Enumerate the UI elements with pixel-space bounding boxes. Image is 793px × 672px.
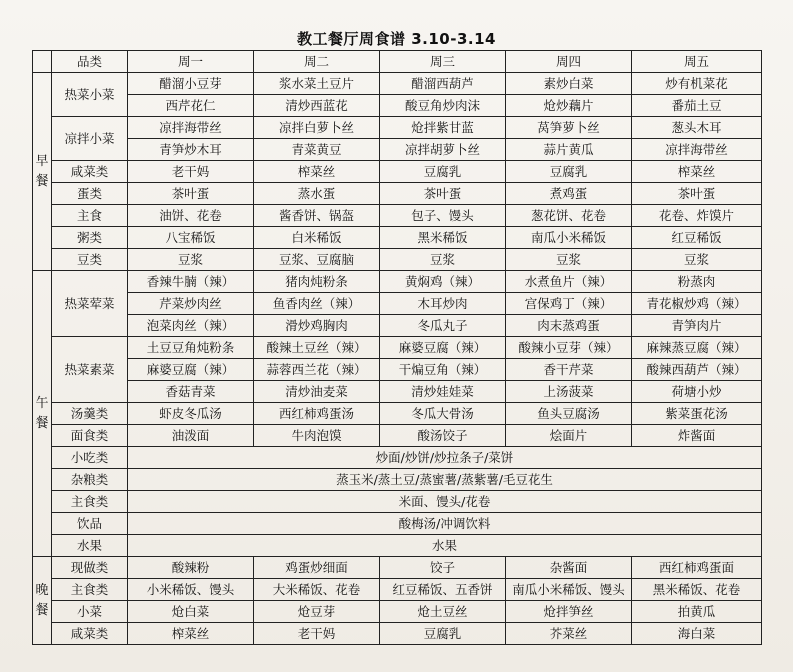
menu-cell-day-5: 番茄土豆 [632, 95, 762, 117]
table-row [33, 579, 762, 601]
menu-cell-day-1: 八宝稀饭 [128, 227, 254, 249]
menu-cell-day-3: 豆浆 [380, 249, 506, 271]
menu-cell-day-4: 酸辣小豆芽（辣） [506, 337, 632, 359]
menu-cell-day-3: 炝拌紫甘蓝 [380, 117, 506, 139]
menu-cell-day-3: 包子、馒头 [380, 205, 506, 227]
menu-cell-day-5: 青笋肉片 [632, 315, 762, 337]
menu-cell-day-1: 老干妈 [128, 161, 254, 183]
merged-cell: 酸梅汤/冲调饮料 [128, 513, 762, 535]
menu-cell-day-1: 土豆豆角炖粉条 [128, 337, 254, 359]
menu-cell-day-5: 青花椒炒鸡（辣） [632, 293, 762, 315]
menu-cell-day-2: 白米稀饭 [254, 227, 380, 249]
header-day-1: 周一 [128, 51, 254, 73]
menu-cell-day-1: 小米稀饭、馒头 [128, 579, 254, 601]
menu-cell-day-2: 炝豆芽 [254, 601, 380, 623]
table-row [33, 469, 762, 491]
weekly-menu-table [32, 50, 762, 645]
menu-cell-day-5: 花卷、炸馍片 [632, 205, 762, 227]
menu-cell-day-5: 荷塘小炒 [632, 381, 762, 403]
table-row [33, 183, 762, 205]
category-label: 豆类 [52, 249, 128, 271]
category-label: 面食类 [52, 425, 128, 447]
category-label: 现做类 [52, 557, 128, 579]
header-day-2: 周二 [254, 51, 380, 73]
table-row [33, 557, 762, 579]
header-day-3: 周三 [380, 51, 506, 73]
category-label: 蛋类 [52, 183, 128, 205]
table-row [33, 271, 762, 293]
menu-cell-day-2: 豆浆、豆腐脑 [254, 249, 380, 271]
menu-cell-day-2: 酱香饼、锅盔 [254, 205, 380, 227]
table-row [33, 205, 762, 227]
menu-cell-day-3: 冬瓜大骨汤 [380, 403, 506, 425]
category-label: 水果 [52, 535, 128, 557]
menu-cell-day-1: 炝白菜 [128, 601, 254, 623]
table-row [33, 403, 762, 425]
table-row [33, 381, 762, 403]
menu-cell-day-3: 豆腐乳 [380, 623, 506, 645]
table-row [33, 249, 762, 271]
menu-cell-day-3: 炝土豆丝 [380, 601, 506, 623]
menu-cell-day-2: 鸡蛋炒细面 [254, 557, 380, 579]
menu-cell-day-1: 豆浆 [128, 249, 254, 271]
menu-cell-day-3: 黑米稀饭 [380, 227, 506, 249]
table-row [33, 359, 762, 381]
menu-cell-day-2: 清炒油麦菜 [254, 381, 380, 403]
category-label: 饮品 [52, 513, 128, 535]
category-label: 主食 [52, 205, 128, 227]
menu-cell-day-5: 紫菜蛋花汤 [632, 403, 762, 425]
menu-cell-day-1: 香辣牛腩（辣） [128, 271, 254, 293]
menu-cell-day-1: 油饼、花卷 [128, 205, 254, 227]
menu-cell-day-2: 西红柿鸡蛋汤 [254, 403, 380, 425]
menu-cell-day-3: 木耳炒肉 [380, 293, 506, 315]
menu-cell-day-4: 芥菜丝 [506, 623, 632, 645]
menu-cell-day-5: 拍黄瓜 [632, 601, 762, 623]
table-row [33, 293, 762, 315]
table-row [33, 337, 762, 359]
header-row [33, 51, 762, 73]
menu-cell-day-4: 上汤菠菜 [506, 381, 632, 403]
merged-cell: 炒面/炒饼/炒拉条子/菜饼 [128, 447, 762, 469]
table-row [33, 623, 762, 645]
menu-cell-day-1: 茶叶蛋 [128, 183, 254, 205]
table-row [33, 513, 762, 535]
menu-cell-day-5: 葱头木耳 [632, 117, 762, 139]
menu-cell-day-4: 鱼头豆腐汤 [506, 403, 632, 425]
menu-cell-day-2: 凉拌白萝卜丝 [254, 117, 380, 139]
table-row [33, 95, 762, 117]
menu-cell-day-3: 豆腐乳 [380, 161, 506, 183]
menu-cell-day-4: 肉末蒸鸡蛋 [506, 315, 632, 337]
menu-cell-day-5: 西红柿鸡蛋面 [632, 557, 762, 579]
menu-cell-day-3: 凉拌胡萝卜丝 [380, 139, 506, 161]
menu-cell-day-5: 粉蒸肉 [632, 271, 762, 293]
menu-cell-day-3: 麻婆豆腐（辣） [380, 337, 506, 359]
menu-cell-day-5: 黑米稀饭、花卷 [632, 579, 762, 601]
header-day-4: 周四 [506, 51, 632, 73]
menu-cell-day-4: 烩面片 [506, 425, 632, 447]
page-title: 教工餐厅周食谱 3.10-3.14 [297, 30, 496, 48]
menu-cell-day-1: 香菇青菜 [128, 381, 254, 403]
category-label: 主食类 [52, 579, 128, 601]
header-category: 品类 [52, 51, 128, 73]
menu-cell-day-4: 宫保鸡丁（辣） [506, 293, 632, 315]
menu-cell-day-4: 蒜片黄瓜 [506, 139, 632, 161]
menu-cell-day-5: 炒有机菜花 [632, 73, 762, 95]
menu-cell-day-1: 榨菜丝 [128, 623, 254, 645]
category-label: 汤羹类 [52, 403, 128, 425]
table-row [33, 73, 762, 95]
menu-cell-day-2: 蒜蓉西兰花（辣） [254, 359, 380, 381]
category-label: 小吃类 [52, 447, 128, 469]
table-row [33, 139, 762, 161]
menu-cell-day-4: 南瓜小米稀饭 [506, 227, 632, 249]
menu-cell-day-2: 滑炒鸡胸肉 [254, 315, 380, 337]
menu-cell-day-4: 莴笋萝卜丝 [506, 117, 632, 139]
menu-cell-day-1: 油泼面 [128, 425, 254, 447]
header-day-5: 周五 [632, 51, 762, 73]
menu-cell-day-3: 醋溜西葫芦 [380, 73, 506, 95]
menu-cell-day-4: 水煮鱼片（辣） [506, 271, 632, 293]
menu-cell-day-3: 干煸豆角（辣） [380, 359, 506, 381]
menu-cell-day-2: 榨菜丝 [254, 161, 380, 183]
merged-cell: 水果 [128, 535, 762, 557]
table-row [33, 601, 762, 623]
menu-cell-day-1: 麻婆豆腐（辣） [128, 359, 254, 381]
menu-cell-day-2: 猪肉炖粉条 [254, 271, 380, 293]
menu-cell-day-4: 南瓜小米稀饭、馒头 [506, 579, 632, 601]
menu-cell-day-5: 海白菜 [632, 623, 762, 645]
category-label: 热菜荤菜 [52, 271, 128, 337]
menu-cell-day-5: 榨菜丝 [632, 161, 762, 183]
menu-cell-day-2: 青菜黄豆 [254, 139, 380, 161]
menu-cell-day-3: 黄焖鸡（辣） [380, 271, 506, 293]
table-row [33, 117, 762, 139]
table-row [33, 491, 762, 513]
menu-cell-day-5: 茶叶蛋 [632, 183, 762, 205]
menu-cell-day-5: 红豆稀饭 [632, 227, 762, 249]
menu-cell-day-2: 酸辣土豆丝（辣） [254, 337, 380, 359]
menu-cell-day-5: 酸辣西葫芦（辣） [632, 359, 762, 381]
category-label: 热菜小菜 [52, 73, 128, 117]
category-label: 小菜 [52, 601, 128, 623]
merged-cell: 米面、馒头/花卷 [128, 491, 762, 513]
menu-cell-day-2: 蒸水蛋 [254, 183, 380, 205]
lunch-meal-label: 午 餐 [33, 271, 52, 557]
menu-cell-day-5: 炸酱面 [632, 425, 762, 447]
menu-cell-day-5: 豆浆 [632, 249, 762, 271]
menu-cell-day-2: 牛肉泡馍 [254, 425, 380, 447]
menu-cell-day-1: 醋溜小豆芽 [128, 73, 254, 95]
table-row [33, 447, 762, 469]
menu-cell-day-4: 香干芹菜 [506, 359, 632, 381]
menu-cell-day-1: 虾皮冬瓜汤 [128, 403, 254, 425]
menu-cell-day-4: 杂酱面 [506, 557, 632, 579]
menu-cell-day-5: 凉拌海带丝 [632, 139, 762, 161]
table-row [33, 227, 762, 249]
dinner-meal-label: 晚 餐 [33, 557, 52, 645]
menu-cell-day-3: 清炒娃娃菜 [380, 381, 506, 403]
menu-cell-day-1: 西芹花仁 [128, 95, 254, 117]
menu-cell-day-1: 泡菜肉丝（辣） [128, 315, 254, 337]
menu-cell-day-2: 清炒西蓝花 [254, 95, 380, 117]
breakfast-meal-label: 早 餐 [33, 73, 52, 271]
menu-cell-day-1: 青笋炒木耳 [128, 139, 254, 161]
header-corner [33, 51, 52, 73]
menu-cell-day-1: 凉拌海带丝 [128, 117, 254, 139]
category-label: 热菜素菜 [52, 337, 128, 403]
menu-cell-day-4: 豆浆 [506, 249, 632, 271]
menu-cell-day-3: 酸豆角炒肉沫 [380, 95, 506, 117]
menu-cell-day-2: 老干妈 [254, 623, 380, 645]
menu-cell-day-3: 饺子 [380, 557, 506, 579]
menu-cell-day-4: 炝拌笋丝 [506, 601, 632, 623]
category-label: 粥类 [52, 227, 128, 249]
merged-cell: 蒸玉米/蒸土豆/蒸蜜薯/蒸紫薯/毛豆花生 [128, 469, 762, 491]
table-row [33, 535, 762, 557]
table-row [33, 315, 762, 337]
menu-cell-day-2: 鱼香肉丝（辣） [254, 293, 380, 315]
category-label: 杂粮类 [52, 469, 128, 491]
menu-cell-day-3: 酸汤饺子 [380, 425, 506, 447]
menu-cell-day-3: 红豆稀饭、五香饼 [380, 579, 506, 601]
menu-cell-day-3: 冬瓜丸子 [380, 315, 506, 337]
category-label: 凉拌小菜 [52, 117, 128, 161]
menu-cell-day-2: 大米稀饭、花卷 [254, 579, 380, 601]
menu-cell-day-4: 素炒白菜 [506, 73, 632, 95]
category-label: 主食类 [52, 491, 128, 513]
menu-cell-day-3: 茶叶蛋 [380, 183, 506, 205]
menu-cell-day-1: 酸辣粉 [128, 557, 254, 579]
category-label: 咸菜类 [52, 623, 128, 645]
menu-cell-day-4: 豆腐乳 [506, 161, 632, 183]
category-label: 咸菜类 [52, 161, 128, 183]
menu-cell-day-4: 葱花饼、花卷 [506, 205, 632, 227]
menu-cell-day-4: 炝炒藕片 [506, 95, 632, 117]
menu-cell-day-4: 煮鸡蛋 [506, 183, 632, 205]
menu-cell-day-5: 麻辣蒸豆腐（辣） [632, 337, 762, 359]
menu-cell-day-1: 芹菜炒肉丝 [128, 293, 254, 315]
menu-cell-day-2: 浆水菜土豆片 [254, 73, 380, 95]
table-row [33, 161, 762, 183]
table-row [33, 425, 762, 447]
